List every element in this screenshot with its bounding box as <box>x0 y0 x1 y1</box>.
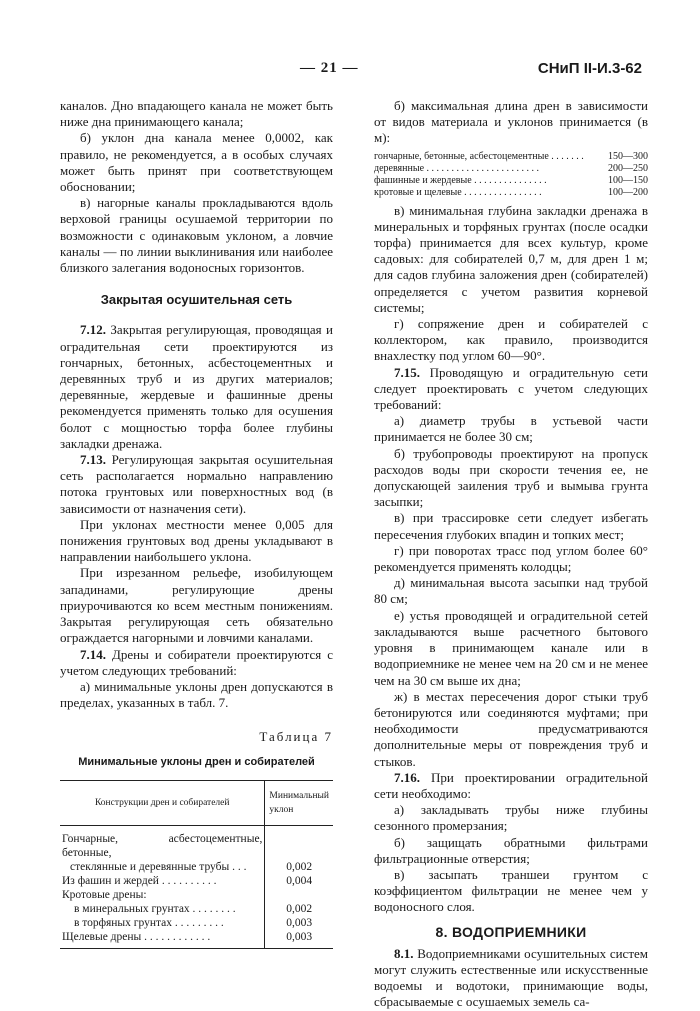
clause-7-15 <box>374 365 648 414</box>
list-item <box>374 163 648 175</box>
table-row <box>60 916 333 930</box>
clause-number: 7.15. <box>394 364 420 380</box>
clause-text: При проектировании оградительной сети необходимо: <box>374 769 649 801</box>
document-code: СНиП II-И.3-62 <box>537 60 642 77</box>
page-number: — 21 — <box>300 60 359 76</box>
table-cell: в торфяных грунтах . . . . . . . . . <box>74 916 224 929</box>
table-header: Конструкции дрен и собирателей <box>60 780 265 825</box>
paragraph: ж) в местах пересечения дорог стыки труб бетонируются или соединяются муфтами; при необходимости предусматриваются дополнительные меры от повреждения труб и стыков. <box>374 688 648 769</box>
min-slopes-table <box>60 780 333 949</box>
table-row <box>60 888 333 902</box>
clause-number: 7.12. <box>80 322 106 338</box>
table-cell: 0,002 <box>265 860 333 874</box>
table-cell <box>265 825 333 860</box>
table-cell: в минеральных грунтах . . . . . . . . <box>74 902 236 915</box>
paragraph: При изрезанном рельефе, изобилующем западинами, регулирующие дрены приурочиваются ко всем местным понижениям. Закрытая регулирующая сеть обязательно ограждается нагорными и ловчими каналами. <box>60 565 333 646</box>
table-header: Минимальный уклон <box>265 780 333 825</box>
list-item-value: 200—250 <box>608 162 648 174</box>
paragraph: а) закладывать трубы ниже глубины сезонного промерзания; <box>374 802 648 834</box>
paragraph: е) устья проводящей и оградительной сетей закладываются выше расчетного бытового уровня в принимающем канале или в водоприемнике не менее чем на 20 см и не менее чем на 30 см выше их дна; <box>374 607 648 688</box>
paragraph: г) при поворотах трасс под углом более 60° рекомендуется применять колодцы; <box>374 542 648 575</box>
paragraph: г) сопряжение дрен и собирателей с коллектором, как правило, производится внахлестку под углом 60—90°. <box>374 316 648 364</box>
list-item-label: фашинные и жердевые . . . . . . . . . . . . . . . <box>374 174 547 186</box>
paragraph: в) при трассировке сети следует избегать пересечения глубоких впадин и топких мест; <box>374 510 648 542</box>
table-cell: Гончарные, асбестоцементные, бетонные, <box>62 832 263 859</box>
table-cell: Щелевые дрены . . . . . . . . . . . . <box>60 930 265 949</box>
list-item <box>374 175 648 187</box>
clause-text: Проводящую и оградительную сети следует проектировать с учетом следующих требований: <box>374 364 648 413</box>
table-cell: стеклянные и деревянные трубы . . . <box>70 860 247 873</box>
table-cell: Кротовые дрены: <box>62 888 147 901</box>
clause-number: 7.16. <box>394 769 420 785</box>
paragraph: каналов. Дно впадающего канала не может быть ниже дна принимающего канала; <box>60 98 333 130</box>
table-title: Минимальные уклоны дрен и собирателей <box>78 755 315 768</box>
clause-7-12 <box>60 322 333 452</box>
max-length-list <box>374 151 648 199</box>
list-item-value: 100—150 <box>608 174 648 186</box>
clause-number: 8.1. <box>394 945 414 961</box>
clause-7-16 <box>374 770 648 802</box>
paragraph: в) засыпать траншеи грунтом с коэффициентом фильтрации не менее чем у водоносного слоя. <box>374 866 648 915</box>
table-cell: 0,003 <box>265 930 333 949</box>
clause-7-13 <box>60 452 333 517</box>
clause-text: Регулирующая закрытая осушительная сеть располагается нормально направлению потока грунтовых или поверхностных вод (в зависимости от назначения сети). <box>60 452 334 516</box>
table-row <box>60 860 333 874</box>
table-cell: 0,004 <box>265 874 333 888</box>
paragraph: б) уклон дна канала менее 0,0002, как правило, не рекомендуется, а в особых случаях может быть принят при соответствующем обосновании; <box>60 130 333 195</box>
list-item-label: кротовые и щелевые . . . . . . . . . . . . . . . . <box>374 186 542 198</box>
table-cell: Из фашин и жердей . . . . . . . . . . <box>62 874 217 887</box>
list-item-value: 150—300 <box>608 150 648 162</box>
clause-text: Водоприемниками осушительных систем могут служить естественные или искусственные водоемы и водотоки, принимающие воды, сбрасываемые с осушаемых земель са- <box>374 945 648 1010</box>
clause-number: 7.13. <box>80 452 106 468</box>
paragraph: а) диаметр трубы в устьевой части принимается не более 30 см; <box>374 413 648 445</box>
clause-8-1 <box>374 946 648 1011</box>
paragraph: а) минимальные уклоны дрен допускаются в пределах, указанных в табл. 7. <box>60 678 333 711</box>
clause-text: Закрытая регулирующая, проводящая и оградительная сети проектируются из гончарных, бетонных, асбестоцементных и деревянных труб и из других материалов; деревянные, жердевые и фашинные дрены рекомендуется применять только для осушения болот с мощностью торфа более глубины закладки дренажа. <box>60 322 334 451</box>
table-cell: 0,003 <box>265 916 333 930</box>
paragraph: в) минимальная глубина закладки дренажа в минеральных и торфяных грунтах (после осадки торфа) принимается для всех культур, кроме садовых: для собирателей 0,7 м, для дрен 1 м; для садов глубина заложения дрен (собирателей) определяется с учетом развития корневой системы; <box>374 202 648 315</box>
clause-number: 7.14. <box>80 646 106 662</box>
table-cell: 0,002 <box>265 902 333 916</box>
paragraph: б) максимальная длина дрен в зависимости от видов материала и уклонов принимается (в м): <box>374 98 648 146</box>
list-item-label: гончарные, бетонные, асбестоцементные . . . . . . . <box>374 150 584 162</box>
table-caption: Таблица 7 <box>259 729 333 745</box>
table-row <box>60 874 333 888</box>
paragraph: б) защищать обратными фильтрами фильтрационные отверстия; <box>374 834 648 866</box>
left-column <box>60 98 333 949</box>
clause-text: Дрены и собиратели проектируются с учетом следующих требований: <box>60 646 333 678</box>
clause-7-14 <box>60 647 333 679</box>
list-item <box>374 151 648 163</box>
paragraph: д) минимальная высота засыпки над трубой 80 см; <box>374 575 648 607</box>
paragraph: б) трубопроводы проектируют на пропуск расходов воды при скорости течения ее, не допускающей заиления труб и вымыва грунта засыпки; <box>374 445 648 510</box>
table-row <box>60 902 333 916</box>
right-column <box>374 98 648 1011</box>
table-row <box>60 825 333 860</box>
list-item-label: деревянные . . . . . . . . . . . . . . . . . . . . . . . <box>374 162 540 174</box>
paragraph: в) нагорные каналы прокладываются вдоль верховой границы осушаемой территории по возможности с одинаковым уклоном, а ловчие каналы — по линии выклинивания или наиболее близкого залегания водоносных горизонтов. <box>60 195 333 276</box>
paragraph: При уклонах местности менее 0,005 для понижения грунтовых вод дрены укладывают в направлении наибольшего уклона. <box>60 516 333 565</box>
list-item-value: 100—200 <box>608 186 648 198</box>
table-row <box>60 930 333 949</box>
section-heading: Закрытая осушительная сеть <box>100 292 293 308</box>
list-item <box>374 187 648 199</box>
table-cell <box>265 888 333 902</box>
section-heading: 8. ВОДОПРИЕМНИКИ <box>435 923 587 940</box>
